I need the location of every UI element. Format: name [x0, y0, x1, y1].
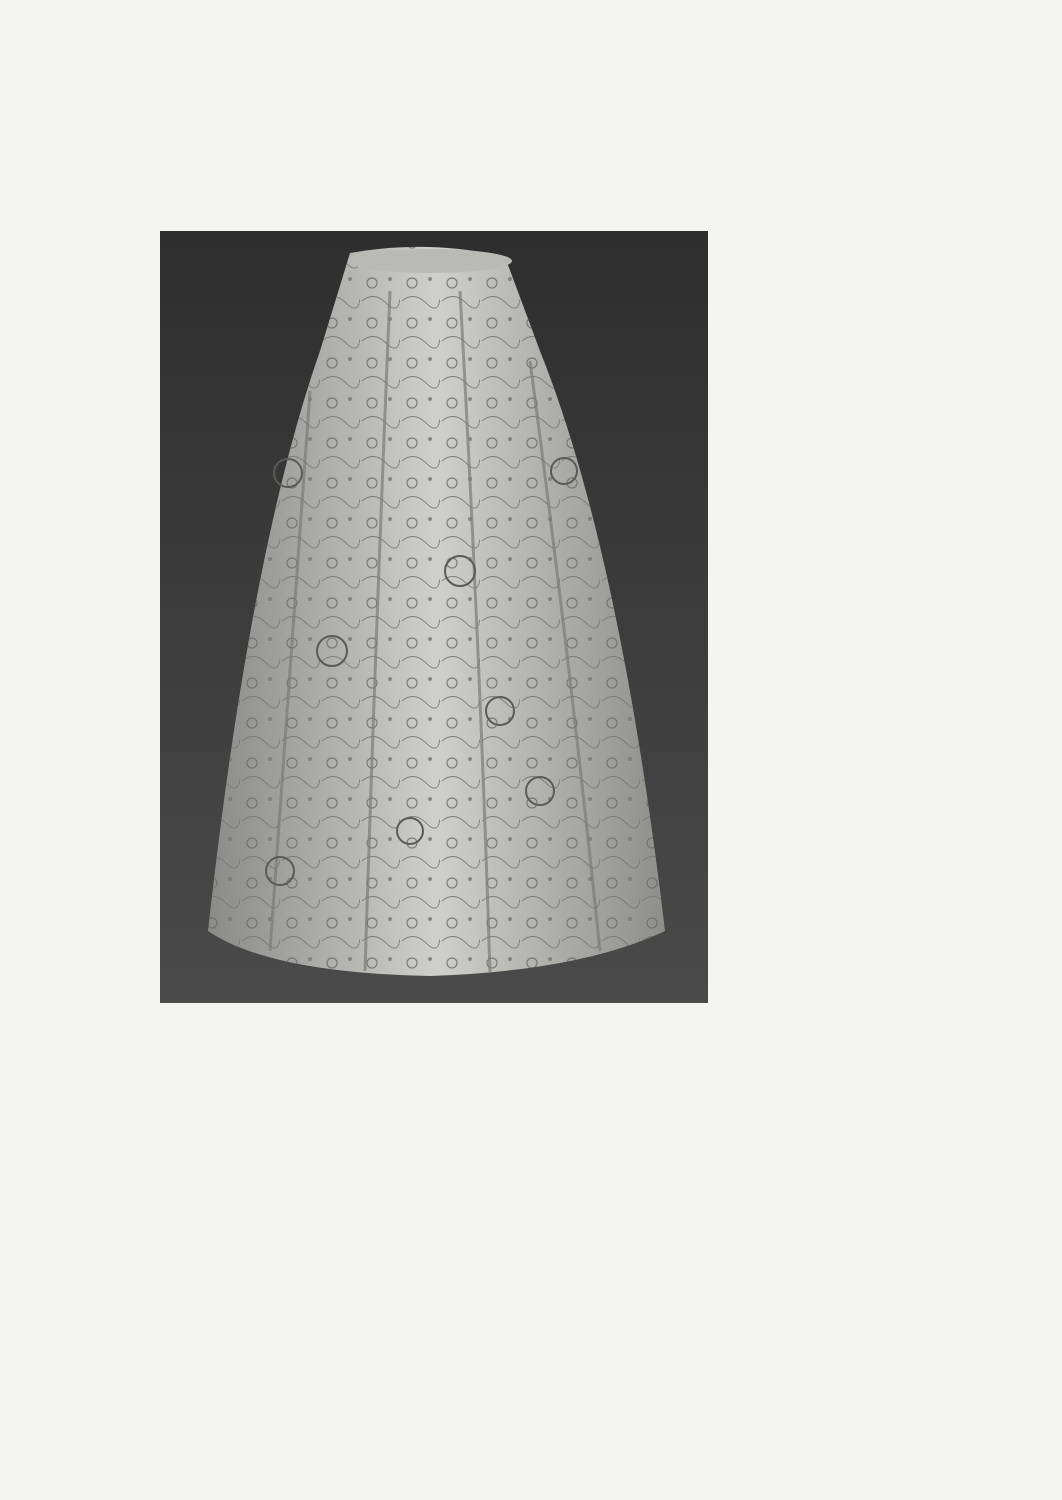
phelonion-image — [160, 231, 708, 1003]
vestment-photo — [160, 231, 708, 1003]
